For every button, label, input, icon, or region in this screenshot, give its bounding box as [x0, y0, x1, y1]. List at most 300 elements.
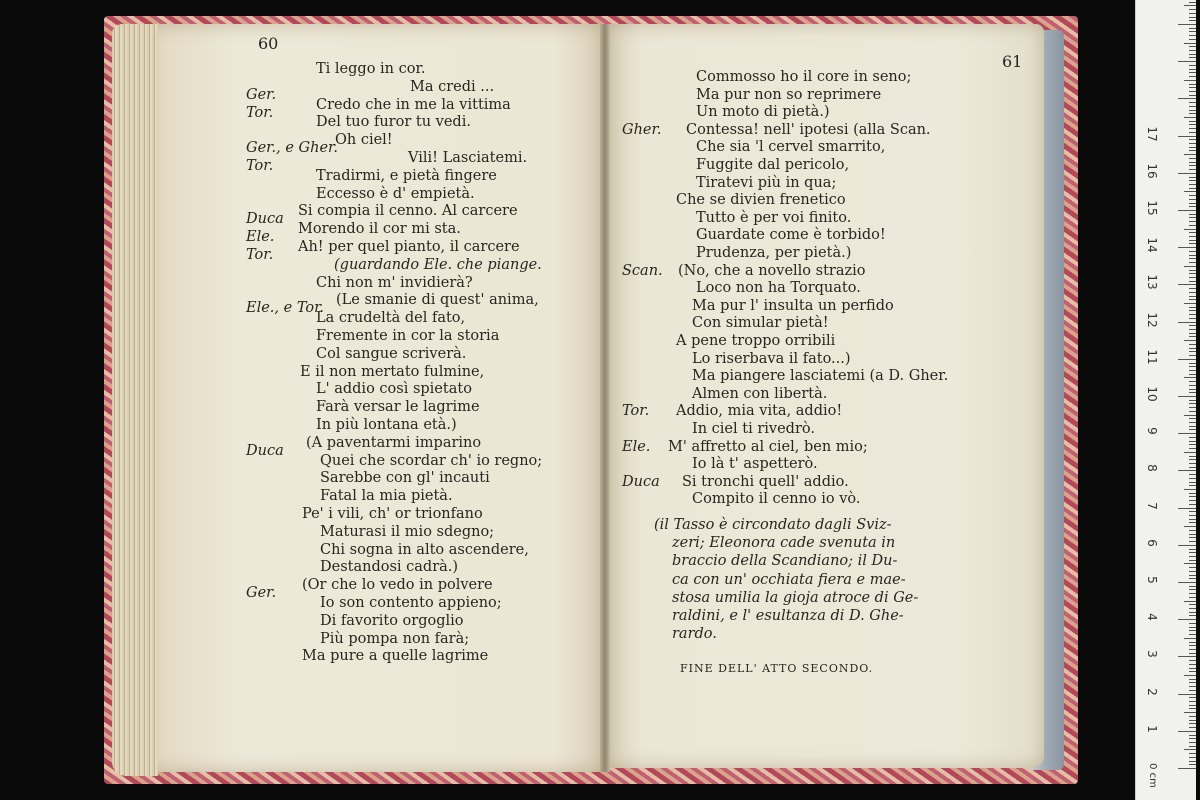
stage-direction-line: ca con un' occhiata fiera e mae- [672, 571, 906, 588]
ruler-tick [1189, 493, 1196, 494]
ruler-tick [1189, 221, 1196, 222]
ruler-tick [1189, 556, 1196, 557]
ruler-tick [1189, 262, 1196, 263]
ruler-tick [1189, 485, 1196, 486]
verse-line: Io là t' aspetterò. [692, 456, 818, 473]
ruler-tick [1189, 203, 1196, 204]
ruler-tick [1189, 333, 1196, 334]
ruler-tick [1189, 35, 1196, 36]
ruler-tick [1189, 571, 1196, 572]
ruler-tick [1189, 366, 1196, 367]
ruler-tick [1184, 266, 1196, 267]
ruler-tick [1189, 50, 1196, 51]
verse-line: Io son contento appieno; [320, 595, 502, 611]
ruler-label: 14 [1145, 237, 1159, 253]
ruler-tick [1189, 91, 1196, 92]
ruler-tick [1189, 761, 1196, 762]
ruler-label: 10 [1145, 386, 1159, 402]
ruler-tick [1189, 139, 1196, 140]
stage-direction-line: stosa umilia la gioja atroce di Ge- [672, 589, 919, 606]
ruler-tick [1189, 307, 1196, 308]
ruler-tick [1189, 195, 1196, 196]
ruler-tick [1189, 69, 1196, 70]
ruler-tick [1189, 429, 1196, 430]
ruler-tick [1189, 549, 1196, 550]
verse-line: Credo che in me la vittima [316, 96, 511, 113]
verse-line: (Or che lo vedo in polvere [302, 577, 493, 594]
ruler-tick [1189, 463, 1196, 464]
verse-line: Col sangue scriverà. [316, 345, 467, 362]
speaker-label: Gher. [622, 121, 662, 138]
ruler-tick [1189, 441, 1196, 442]
ruler-tick [1189, 504, 1196, 505]
speaker-label: Ele. [622, 438, 651, 455]
ruler-tick [1184, 340, 1196, 341]
ruler-tick [1184, 675, 1196, 676]
ruler-tick [1189, 344, 1196, 345]
ruler-tick [1189, 411, 1196, 412]
ruler-tick [1189, 511, 1196, 512]
ruler-tick [1189, 690, 1196, 691]
ruler-tick [1189, 437, 1196, 438]
ruler-tick [1189, 31, 1196, 32]
ruler-tick [1189, 560, 1196, 561]
verse-line: Prudenza, per pietà.) [696, 245, 852, 261]
speaker-label: Tor. [246, 104, 274, 121]
verse-line: La crudeltà del fato, [316, 310, 466, 327]
ruler-label: 4 [1145, 613, 1159, 621]
ruler-tick [1184, 117, 1196, 118]
ruler-tick [1178, 731, 1196, 732]
ruler-tick [1189, 255, 1196, 256]
ruler-tick [1184, 80, 1196, 81]
ruler-tick [1189, 720, 1196, 721]
ruler-tick [1189, 664, 1196, 665]
verse-line: (A paventarmi imparino [306, 434, 482, 451]
ruler-tick [1178, 619, 1196, 620]
verse-line: (No, che a novello strazio [678, 262, 866, 279]
ruler-tick [1189, 623, 1196, 624]
ruler-tick [1189, 132, 1196, 133]
speaker-label: Duca [246, 442, 284, 459]
ruler-tick [1184, 563, 1196, 564]
ruler-tick [1189, 314, 1196, 315]
ruler-tick [1189, 708, 1196, 709]
ruler-label: 3 [1145, 650, 1159, 659]
ruler-tick [1189, 381, 1196, 382]
verse-line: Oh ciel! [335, 132, 393, 149]
ruler-tick [1189, 746, 1196, 747]
ruler-tick [1189, 701, 1196, 702]
ruler-tick [1189, 158, 1196, 159]
ruler-tick [1178, 173, 1196, 174]
ruler-tick [1189, 296, 1196, 297]
speaker-label: Duca [622, 473, 660, 490]
ruler-tick [1189, 336, 1196, 337]
ruler-label: 1 [1145, 724, 1159, 733]
verse-line: Quei che scordar ch' io regno; [320, 452, 543, 469]
ruler-tick [1189, 496, 1196, 497]
ruler-tick [1189, 418, 1196, 419]
ruler-tick [1178, 582, 1196, 583]
ruler-tick [1189, 578, 1196, 579]
ruler-tick [1189, 630, 1196, 631]
ruler-tick [1178, 61, 1196, 62]
ruler-tick [1189, 169, 1196, 170]
ruler-tick [1189, 147, 1196, 148]
ruler-tick [1184, 749, 1196, 750]
verse-line: Ma pure a quelle lagrime [302, 648, 489, 665]
ruler-tick [1189, 534, 1196, 535]
verse-line: Ma pur l' insulta un perfido [692, 297, 894, 314]
ruler-tick [1178, 545, 1196, 546]
ruler-tick [1189, 586, 1196, 587]
ruler-tick [1189, 217, 1196, 218]
verse-line: Maturasi il mio sdegno; [320, 523, 495, 540]
ruler-tick [1184, 229, 1196, 230]
ruler-tick [1184, 5, 1196, 6]
ruler-tick [1189, 742, 1196, 743]
stage-direction-line: raldini, e l' esultanza di D. Ghe- [672, 608, 904, 624]
ruler-tick [1189, 355, 1196, 356]
ruler-tick [1189, 13, 1196, 14]
ruler-tick [1189, 232, 1196, 233]
ruler-tick [1189, 128, 1196, 129]
ruler-tick [1178, 322, 1196, 323]
ruler-tick [1189, 150, 1196, 151]
stage-direction-line: rardo. [672, 626, 717, 643]
ruler-label: 17 [1145, 125, 1159, 142]
stage-direction-line: zeri; Eleonora cade svenuta in [672, 535, 896, 552]
ruler-tick [1178, 694, 1196, 695]
ruler-tick [1189, 764, 1196, 765]
ruler-tick [1189, 329, 1196, 330]
ruler-label: 7 [1145, 501, 1159, 510]
ruler-tick [1189, 9, 1196, 10]
ruler-tick [1189, 738, 1196, 739]
verse-line: Del tuo furor tu vedi. [316, 114, 471, 131]
ruler-tick [1189, 225, 1196, 226]
ruler-tick [1189, 407, 1196, 408]
ruler-tick [1189, 634, 1196, 635]
speaker-label: Ele. [246, 229, 275, 246]
ruler-tick [1189, 482, 1196, 483]
ruler-tick [1189, 121, 1196, 122]
ruler-tick [1189, 310, 1196, 311]
verse-line: In più lontana età.) [316, 417, 457, 433]
ruler-tick [1189, 697, 1196, 698]
ruler-tick [1189, 575, 1196, 576]
ruler-tick [1184, 601, 1196, 602]
ruler-tick [1178, 98, 1196, 99]
ruler-tick [1189, 206, 1196, 207]
speaker-label: Tor. [246, 247, 274, 263]
ruler-tick [1189, 757, 1196, 758]
verse-line: Fremente in cor la storia [316, 328, 500, 344]
ruler-tick [1189, 39, 1196, 40]
ruler-tick [1189, 478, 1196, 479]
verse-line: Eccesso è d' empietà. [316, 185, 475, 202]
verse-line: Chi non m' invidierà? [316, 274, 473, 291]
ruler-tick [1189, 552, 1196, 553]
verse-line: Tutto è per voi finito. [696, 209, 852, 226]
ruler-tick [1189, 716, 1196, 717]
ruler-tick [1189, 199, 1196, 200]
ruler-tick [1189, 400, 1196, 401]
end-of-act-note: FINE DELL' ATTO SECONDO. [680, 662, 874, 675]
ruler-label: 6 [1145, 538, 1159, 547]
speaker-label: Ger. [246, 86, 277, 103]
ruler-tick [1189, 214, 1196, 215]
ruler-tick [1189, 288, 1196, 289]
ruler-tick [1189, 668, 1196, 669]
ruler-tick [1189, 76, 1196, 77]
verse-line: Tiratevi più in qua; [696, 174, 837, 191]
ruler-tick [1189, 72, 1196, 73]
ruler-tick [1178, 247, 1196, 248]
ruler-tick [1189, 106, 1196, 107]
stage-direction-line: braccio della Scandiano; il Du- [672, 553, 898, 570]
ruler-tick [1189, 65, 1196, 66]
ruler-tick [1178, 433, 1196, 434]
ruler-tick [1189, 686, 1196, 687]
ruler-tick [1189, 258, 1196, 259]
ruler-tick [1189, 20, 1196, 21]
ruler-tick [1189, 110, 1196, 111]
ruler-tick [1189, 281, 1196, 282]
ruler-tick [1189, 243, 1196, 244]
ruler-tick [1178, 24, 1196, 25]
ruler-tick [1189, 615, 1196, 616]
ruler-tick [1189, 292, 1196, 293]
ruler-tick [1189, 113, 1196, 114]
ruler-tick [1189, 448, 1196, 449]
ruler-label: 11 [1145, 349, 1159, 365]
ruler-tick [1189, 236, 1196, 237]
verse-line: Lo riserbava il fato...) [692, 350, 851, 367]
ruler-tick [1189, 95, 1196, 96]
ruler-label: 2 [1145, 687, 1159, 696]
ruler-tick [1189, 444, 1196, 445]
ruler-tick [1189, 604, 1196, 605]
ruler-tick [1189, 273, 1196, 274]
ruler-tick [1189, 299, 1196, 300]
verse-line: Commosso ho il core in seno; [696, 69, 912, 85]
ruler-tick [1189, 597, 1196, 598]
ruler-tick [1184, 303, 1196, 304]
ruler-tick [1189, 608, 1196, 609]
ruler-label: 16 [1145, 163, 1159, 179]
ruler-label: 12 [1145, 311, 1159, 328]
ruler-tick [1189, 363, 1196, 364]
ruler-tick [1189, 727, 1196, 728]
ruler-tick [1189, 2, 1196, 3]
verse-line: Ah! per quel pianto, il carcere [298, 239, 520, 255]
verse-line: Compito il cenno io vò. [692, 491, 861, 508]
verse-line: Guardate come è torbido! [696, 227, 886, 244]
ruler-tick [1184, 452, 1196, 453]
verse-line: Contessa! nell' ipotesi (alla Scan. [686, 121, 931, 138]
ruler-tick [1189, 102, 1196, 103]
ruler-tick [1189, 180, 1196, 181]
verse-line: Farà versar le lagrime [316, 399, 480, 416]
ruler-tick [1189, 735, 1196, 736]
ruler-tick [1189, 671, 1196, 672]
ruler-tick [1189, 459, 1196, 460]
verse-line: Si tronchi quell' addio. [682, 473, 849, 490]
ruler-tick [1184, 415, 1196, 416]
ruler-tick [1189, 537, 1196, 538]
ruler-tick [1189, 348, 1196, 349]
ruler-tick [1189, 370, 1196, 371]
speaker-label: Tor. [622, 403, 650, 420]
verse-line: (Le smanie di quest' anima, [336, 292, 539, 309]
speaker-label: Tor. [246, 158, 274, 174]
verse-line: Tradirmi, e pietà fingere [316, 167, 497, 184]
measurement-ruler [1135, 0, 1196, 800]
ruler-tick [1189, 374, 1196, 375]
ruler-tick [1189, 325, 1196, 326]
ruler-tick [1184, 43, 1196, 44]
verse-line: Ma credi ... [410, 78, 495, 95]
ruler-tick [1189, 723, 1196, 724]
ruler-tick [1189, 17, 1196, 18]
ruler-tick [1189, 124, 1196, 125]
verse-line: Fuggite dal pericolo, [696, 157, 850, 173]
ruler-tick [1178, 284, 1196, 285]
ruler-tick [1184, 526, 1196, 527]
ruler-label: 15 [1145, 200, 1159, 216]
ruler-tick [1189, 403, 1196, 404]
ruler-tick [1189, 474, 1196, 475]
ruler-tick [1178, 210, 1196, 211]
speaker-label: Ele., e Tor. [246, 300, 325, 317]
ruler-tick [1189, 270, 1196, 271]
ruler-tick [1189, 318, 1196, 319]
ruler-tick [1189, 184, 1196, 185]
ruler-tick [1189, 28, 1196, 29]
ruler-tick [1189, 705, 1196, 706]
ruler-tick [1189, 500, 1196, 501]
ruler-tick [1189, 649, 1196, 650]
ruler-tick [1184, 712, 1196, 713]
ruler-tick [1189, 422, 1196, 423]
ruler-tick [1189, 351, 1196, 352]
stage-direction-line: (il Tasso è circondato dagli Sviz- [654, 517, 892, 533]
ruler-tick [1189, 627, 1196, 628]
book-gutter [600, 24, 610, 772]
verse-line: Sarebbe con gl' incauti [320, 470, 490, 487]
ruler-tick [1189, 541, 1196, 542]
verse-line: L' addio così spietato [316, 381, 472, 398]
verse-line: Vili! Lasciatemi. [408, 150, 528, 166]
page-edges [112, 24, 158, 776]
verse-line: Più pompa non farà; [320, 630, 470, 647]
ruler-tick [1178, 136, 1196, 137]
verse-line: Chi sogna in alto ascendere, [320, 541, 529, 558]
verse-line: Di favorito orgoglio [320, 612, 464, 629]
ruler-tick [1178, 359, 1196, 360]
ruler-tick [1189, 385, 1196, 386]
ruler-tick [1189, 392, 1196, 393]
ruler-tick [1189, 753, 1196, 754]
ruler-tick [1189, 251, 1196, 252]
ruler-tick [1189, 522, 1196, 523]
ruler-tick [1189, 143, 1196, 144]
verse-line: Ti leggo in cor. [316, 61, 426, 77]
verse-line: Che sia 'l cervel smarrito, [696, 139, 886, 156]
page-number-left: 60 [258, 34, 279, 53]
ruler-tick [1189, 645, 1196, 646]
ruler-tick [1189, 519, 1196, 520]
speaker-label: Duca [246, 211, 284, 228]
ruler-tick [1189, 567, 1196, 568]
ruler-tick [1189, 682, 1196, 683]
ruler-tick [1178, 470, 1196, 471]
ruler-tick [1184, 191, 1196, 192]
ruler-tick [1189, 653, 1196, 654]
verse-line: Con simular pietà! [692, 315, 829, 332]
verse-line: M' affretto al ciel, ben mio; [668, 438, 868, 455]
ruler-tick [1189, 642, 1196, 643]
verse-line: Ma piangere lasciatemi (a D. Gher. [692, 368, 949, 385]
verse-line: Si compia il cenno. Al carcere [298, 203, 518, 220]
verse-line: Fatal la mia pietà. [320, 488, 453, 505]
ruler-label: 8 [1145, 464, 1159, 473]
ruler-unit: 0 cm [1146, 763, 1158, 788]
speaker-label: Ger. [246, 585, 277, 602]
verse-line: Almen con libertà. [692, 385, 828, 402]
ruler-label: 13 [1145, 274, 1159, 291]
ruler-tick [1189, 240, 1196, 241]
ruler-tick [1178, 768, 1196, 769]
ruler-tick [1184, 154, 1196, 155]
verse-line: Ma pur non so reprimere [696, 86, 882, 103]
ruler-tick [1178, 508, 1196, 509]
ruler-tick [1189, 426, 1196, 427]
ruler-tick [1189, 87, 1196, 88]
ruler-tick [1184, 638, 1196, 639]
verse-line: Morendo il cor mi sta. [298, 221, 461, 238]
speaker-label: Scan. [622, 262, 663, 279]
ruler-tick [1189, 188, 1196, 189]
ruler-tick [1189, 162, 1196, 163]
verse-line: Pe' i vili, ch' or trionfano [302, 506, 483, 522]
ruler-tick [1189, 46, 1196, 47]
ruler-tick [1189, 165, 1196, 166]
verse-line: In ciel ti rivedrò. [692, 421, 815, 437]
ruler-tick [1189, 456, 1196, 457]
verse-line: (guardando Ele. che piange. [334, 256, 542, 273]
ruler-label: 9 [1145, 427, 1159, 435]
ruler-tick [1189, 589, 1196, 590]
page-number-right: 61 [1002, 52, 1023, 71]
verse-line: Addio, mia vita, addio! [676, 403, 843, 420]
verse-line: A pene troppo orribili [676, 333, 836, 349]
ruler-tick [1189, 515, 1196, 516]
ruler-tick [1178, 396, 1196, 397]
ruler-label: 5 [1145, 576, 1159, 584]
ruler-tick [1189, 612, 1196, 613]
verse-line: E il non mertato fulmine, [300, 363, 485, 380]
ruler-tick [1189, 679, 1196, 680]
ruler-tick [1189, 177, 1196, 178]
ruler-tick [1189, 530, 1196, 531]
verse-line: Che se divien frenetico [676, 192, 846, 209]
ruler-tick [1189, 467, 1196, 468]
ruler-tick [1189, 660, 1196, 661]
ruler-tick [1189, 84, 1196, 85]
